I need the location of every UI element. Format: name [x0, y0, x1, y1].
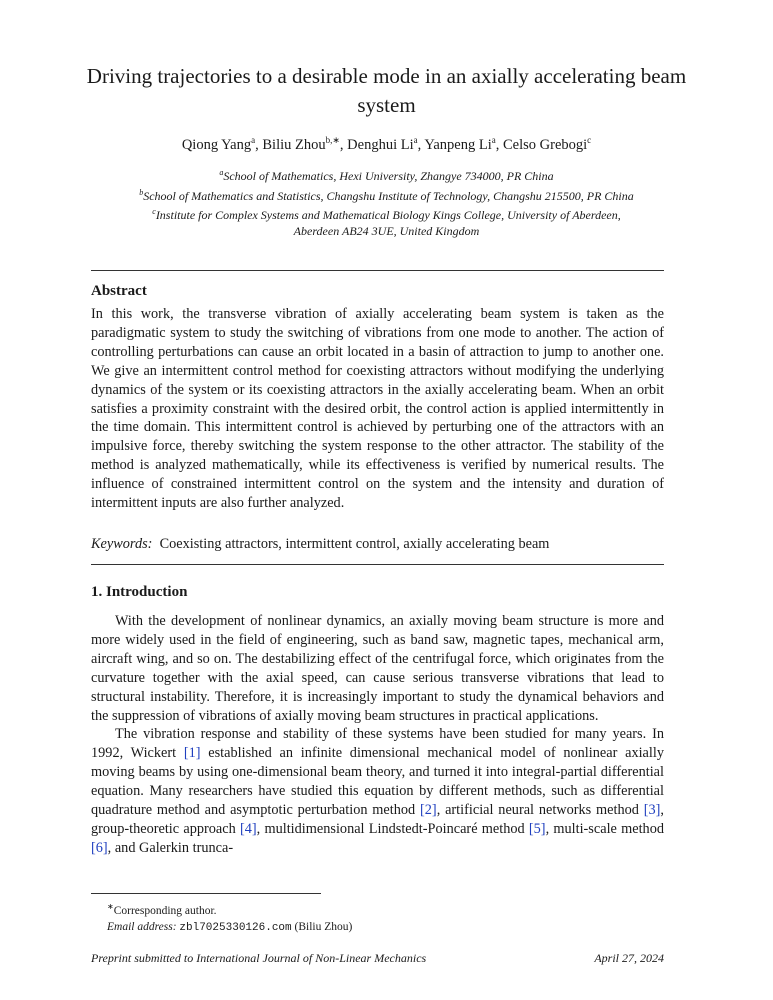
- affiliation-a: [70, 165, 703, 185]
- footnote-text: Corresponding author.: [113, 904, 217, 917]
- paper-title: Driving trajectories to a desirable mode in an axially accelerating beam system: [86, 64, 687, 117]
- author-list: Qiong Yang$^a$, Biliu Zhou$^{b,∗}$, Denghui Li$^a$, Yanpeng Li$^a$, Celso Grebogi$^c$: [181, 135, 592, 153]
- footnote-email: [107, 919, 352, 936]
- text-run: , multidimensional Lindstedt-Poincaré method: [256, 820, 529, 837]
- author-affil-mark: c: [587, 135, 592, 145]
- text-run: , artificial neural networks method: [436, 802, 644, 819]
- text-run: established an infinite dimensional mechanical model of nonlinear axially moving beams by using one-dimensional beam theory, and turned it into integral-partial differential equation. Many researchers have studied this equation by different methods, such as differential quadrature method and asymptotic perturbation method: [91, 745, 664, 819]
- author-affil-mark: b,∗: [325, 135, 340, 145]
- author-affil-mark: a: [251, 135, 256, 145]
- affil-mark: a: [219, 168, 224, 177]
- affil-mark: b: [139, 187, 144, 197]
- affiliation-b: [70, 185, 703, 205]
- citation-link[interactable]: [4]: [239, 820, 257, 837]
- author-affil-mark: a: [491, 135, 496, 145]
- keywords-text: Coexisting attractors, intermittent control, axially accelerating beam: [159, 536, 550, 552]
- abstract-top-rule: [91, 270, 664, 271]
- introduction-body: [91, 612, 664, 858]
- page-footer: [91, 951, 664, 966]
- footer-journal: Preprint submitted to International Journal of Non-Linear Mechanics: [91, 951, 427, 965]
- affiliation-c: [70, 204, 703, 224]
- citation-link[interactable]: [2]: [420, 802, 437, 819]
- author: Denghui Li: [347, 136, 414, 153]
- paragraph: With the development of nonlinear dynamics, an axially moving beam structure is more and more widely used in the field of engineering, such as band saw, magnetic tapes, mechanical arm, aircraft wing, and so on. The destabilizing effect of the centrifugal force, which originates from the curvature together with the axial speed, can cause serious transverse vibrations that lead to structural instability. Therefore, it is increasingly important to study the dynamical behaviors and the suppression of vibrations of axially moving beam structures in practical applications.: [91, 613, 664, 724]
- abstract-heading: Abstract: [91, 283, 147, 299]
- text-run: , multi-scale method: [545, 820, 664, 837]
- section-heading-introduction: 1. Introduction: [91, 584, 188, 600]
- author: Biliu Zhou: [262, 136, 326, 153]
- footnote-corresponding: [107, 899, 352, 919]
- paragraph: [91, 725, 664, 857]
- text-run: The vibration response and stability of these systems have been studied for many years. In 1992, Wickert: [91, 726, 664, 762]
- keywords: [91, 536, 664, 553]
- text-run: , group-theoretic approach: [91, 802, 664, 837]
- email-label: Email address:: [107, 920, 177, 933]
- text-run: , and Galerkin trunca-: [107, 839, 234, 856]
- keywords-label: Keywords:: [91, 536, 153, 552]
- citation-link[interactable]: [3]: [643, 802, 661, 819]
- citation-link[interactable]: [1]: [183, 745, 201, 762]
- affil-text: School of Mathematics, Hexi University, Zhangye 734000, PR China: [223, 169, 554, 183]
- email-address[interactable]: zbl7025330126.com: [179, 921, 292, 934]
- affiliations: [70, 165, 703, 239]
- affil-text: School of Mathematics and Statistics, Changshu Institute of Technology, Changshu 215500, PR China: [143, 188, 634, 203]
- citation-link[interactable]: [6]: [91, 839, 108, 856]
- abstract-bottom-rule: [91, 564, 664, 565]
- author: Celso Grebogi: [503, 136, 588, 153]
- footer-date: April 27, 2024: [594, 951, 664, 965]
- footnote: [91, 899, 352, 936]
- abstract-body: In this work, the transverse vibration of axially accelerating beam system is taken as the paradigmatic system to study the switching of vibrations from one mode to another. The action of controlling perturbations can cause an orbit located in a basin of attraction to jump to another one. We give an intermittent control method for coexisting attractors without modifying the underlying dynamics of the system or its coexisting attractors in the axially accelerating beam. When an orbit satisfies a proximity constraint with the desired orbit, the control action is applied intermittently in the time domain. This intermittent control is achieved by perturbing one of the attractors with an impulsive force, thereby switching the system response to the other attractor. The stability of the method is analyzed mathematically, while its effectiveness is verified by numerical results. The influence of constrained intermittent control on the system and the intensity and duration of intermittent inputs are also further analyzed.: [91, 306, 664, 512]
- affil-text: Institute for Complex Systems and Mathematical Biology Kings College, University of Aberdeen,: [155, 208, 621, 222]
- affiliation-c-line2: Aberdeen AB24 3UE, United Kingdom: [293, 223, 480, 238]
- author: Qiong Yang: [181, 136, 252, 153]
- footnote-rule: [91, 893, 321, 894]
- citation-link[interactable]: [5]: [528, 820, 546, 837]
- affil-mark: c: [152, 207, 156, 216]
- footnote-marker: ∗: [107, 902, 114, 911]
- author: Yanpeng Li: [424, 136, 492, 153]
- email-owner: (Biliu Zhou): [294, 920, 353, 933]
- author-affil-mark: a: [413, 135, 418, 145]
